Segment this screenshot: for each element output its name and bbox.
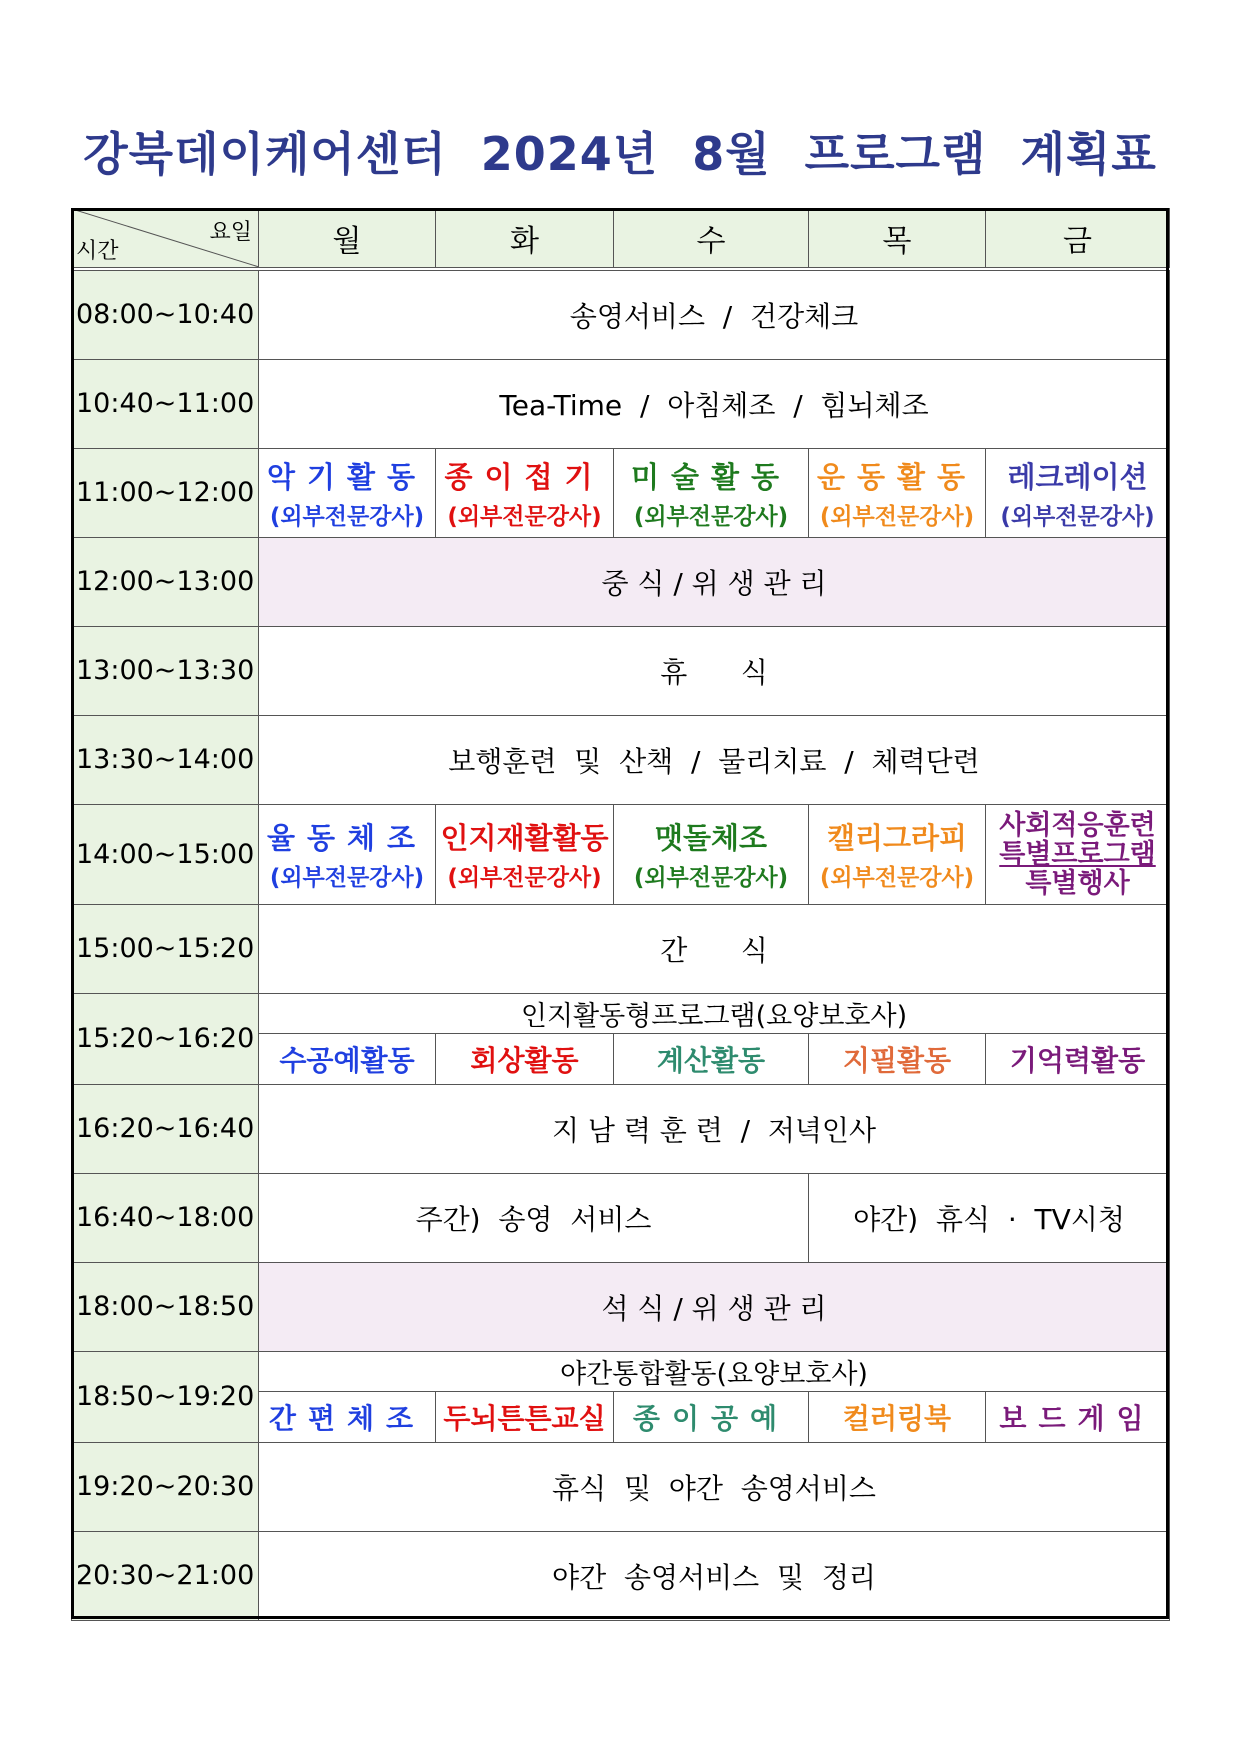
program-instructor: (외부전문강사) (819, 503, 975, 530)
special-program-line: 특별프로그램 (999, 838, 1156, 870)
program-name: 컬러링북 (842, 1401, 952, 1435)
activity-cell: 휴식 및 야간 송영서비스 (259, 1442, 1170, 1531)
activity-cell: 간 식 (259, 904, 1170, 993)
time-cell: 13:30~14:00 (72, 715, 259, 804)
time-cell: 15:20~16:20 (72, 993, 259, 1084)
page-title: 강북데이케어센터 2024년 8월 프로그램 계획표 (83, 127, 1157, 181)
program-name: 회상활동 (470, 1043, 579, 1077)
activity-cell: 휴 식 (259, 626, 1170, 715)
time-cell: 14:00~15:00 (72, 804, 259, 904)
time-cell: 12:00~13:00 (72, 537, 259, 626)
table-outer-border (71, 208, 1169, 1619)
program-instructor: (외부전문강사) (447, 865, 602, 891)
time-cell: 19:20~20:30 (72, 1442, 259, 1531)
activity-cell: Tea-Time / 아침체조 / 힘뇌체조 (259, 359, 1170, 448)
program-name: 율동체조 (266, 821, 428, 855)
day-header-fri: 금 (986, 209, 1170, 270)
program-name: 운동활동 (816, 459, 978, 494)
time-cell: 16:20~16:40 (72, 1084, 259, 1173)
program-name: 맷돌체조 (654, 821, 768, 855)
program-name: 레크레이션 (1007, 459, 1148, 494)
time-cell: 15:00~15:20 (72, 904, 259, 993)
program-name: 인지재활활동 (440, 821, 609, 855)
time-cell: 18:00~18:50 (72, 1262, 259, 1351)
time-cell: 11:00~12:00 (72, 448, 259, 537)
program-instructor: (외부전문강사) (633, 865, 789, 891)
program-instructor: (외부전문강사) (819, 865, 975, 891)
activity-cell: 지 남 력 훈 련 / 저녁인사 (259, 1084, 1170, 1173)
day-header-mon: 월 (259, 209, 436, 270)
program-name: 기억력활동 (1009, 1043, 1146, 1077)
program-name: 계산활동 (656, 1043, 766, 1077)
corner-time-label: 시간 (76, 239, 119, 264)
activity-cell: 보행훈련 및 산책 / 물리치료 / 체력단련 (259, 715, 1170, 804)
program-instructor: (외부전문강사) (269, 865, 425, 891)
program-name: 미술활동 (630, 459, 792, 494)
program-name: 보드게임 (999, 1401, 1156, 1435)
time-cell: 16:40~18:00 (72, 1173, 259, 1262)
day-shift-text: 주간) 송영 서비스 (415, 1202, 652, 1236)
activity-cell: 석 식 / 위 생 관 리 (259, 1262, 1170, 1351)
night-shift-text: 야간) 휴식 · TV시청 (853, 1202, 1125, 1236)
activity-cell: 중 식 / 위 생 관 리 (259, 537, 1170, 626)
activity-cell: 야간 송영서비스 및 정리 (259, 1531, 1170, 1620)
corner-day-label: 요일 (209, 220, 252, 245)
special-program-line: 사회적응훈련 (999, 809, 1156, 841)
program-name: 종이접기 (444, 459, 605, 494)
program-name: 수공예활동 (279, 1043, 415, 1077)
time-cell: 18:50~19:20 (72, 1351, 259, 1442)
program-name: 종이공예 (632, 1401, 790, 1435)
time-cell: 13:00~13:30 (72, 626, 259, 715)
time-cell: 10:40~11:00 (72, 359, 259, 448)
program-name: 악기활동 (266, 459, 428, 494)
day-header-tue: 화 (436, 209, 614, 270)
program-instructor: (외부전문강사) (447, 503, 602, 530)
day-header-thu: 목 (809, 209, 986, 270)
program-instructor: (외부전문강사) (1000, 503, 1155, 530)
time-cell: 08:00~10:40 (72, 269, 259, 359)
program-name: 지필활동 (842, 1043, 952, 1077)
day-header-wed: 수 (614, 209, 809, 270)
time-cell: 20:30~21:00 (72, 1531, 259, 1620)
activity-cell: 송영서비스 / 건강체크 (259, 269, 1170, 359)
activity-group-header: 야간통합활동(요양보호사) (259, 1351, 1170, 1391)
program-instructor: (외부전문강사) (269, 503, 425, 530)
program-name: 두뇌튼튼교실 (443, 1401, 606, 1435)
program-name: 캘리그라피 (826, 821, 968, 855)
program-instructor: (외부전문강사) (633, 503, 789, 530)
activity-group-header: 인지활동형프로그램(요양보호사) (259, 993, 1170, 1033)
special-program-line: 특별행사 (1025, 867, 1130, 899)
program-name: 간편체조 (268, 1401, 426, 1435)
